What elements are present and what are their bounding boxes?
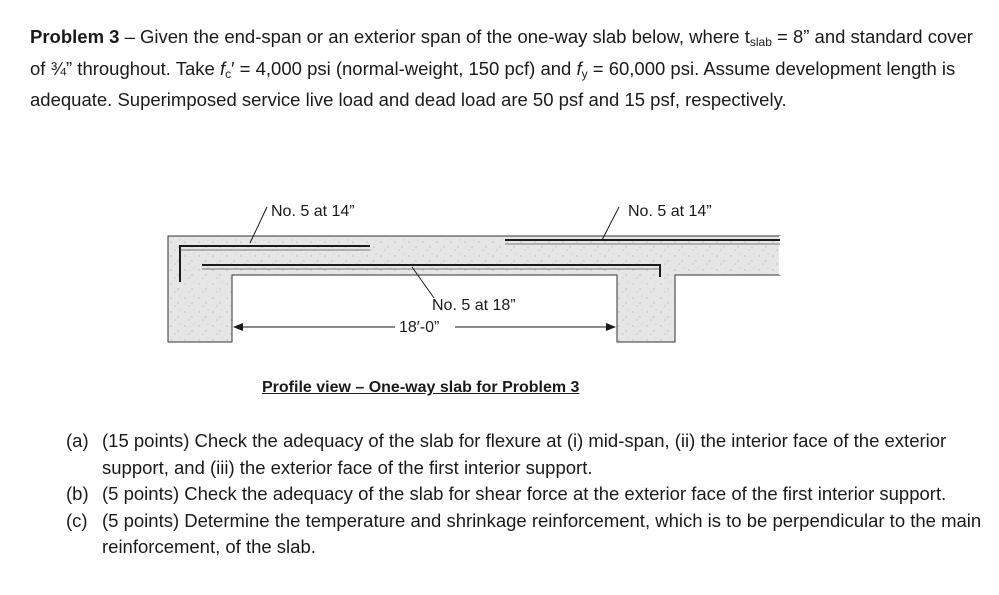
problem-text-2: = 8” and standard cover of ¾” throughout. Take	[30, 26, 973, 79]
fc-symbol: f	[219, 57, 226, 79]
part-label: (c)	[66, 509, 88, 531]
concrete-slab	[168, 236, 780, 342]
part-c	[66, 508, 986, 561]
part-label: (b)	[66, 483, 89, 504]
part-b	[66, 481, 986, 508]
part-text: (15 points) Check the adequacy of the slab for flexure at (i) mid-span, (ii) the interior face of the exterior support, and (iii) the exterior face of the first interior support.	[102, 430, 947, 478]
part-text: (5 points) Determine the temperature and shrinkage reinforcement, which is to be perpendicular to the main reinforcement, of the slab.	[102, 509, 982, 557]
fy-symbol: f	[576, 57, 582, 79]
problem-text-3: ′ = 4,000 psi (normal-weight, 150 pcf) and	[231, 57, 577, 79]
part-text: (5 points) Check the adequacy of the slab for shear force at the exterior face of the first interior support.	[102, 483, 947, 504]
part-a	[66, 428, 986, 481]
dimension-label: 18′-0”	[399, 319, 440, 336]
label-top-left: No. 5 at 14”	[271, 203, 355, 220]
part-label: (a)	[66, 430, 89, 451]
question-parts	[66, 428, 986, 561]
fc-subscript: c	[225, 66, 232, 81]
fy-subscript: y	[581, 66, 588, 81]
problem-text-1: – Given the end-span or an exterior span of the one-way slab below, where t	[119, 26, 750, 47]
problem-text-4: = 60,000 psi. Assume development length is adequate. Superimposed service live load and dead load are 50 psf and 15 psf, respectively.	[30, 57, 956, 110]
slab-subscript: slab	[749, 35, 772, 49]
label-top-right: No. 5 at 14”	[628, 203, 712, 220]
figure-caption: Profile view – One-way slab for Problem 3	[262, 379, 580, 396]
label-bottom: No. 5 at 18”	[432, 297, 516, 314]
leader-top-right	[602, 207, 619, 240]
problem-heading: Problem 3	[30, 26, 120, 47]
